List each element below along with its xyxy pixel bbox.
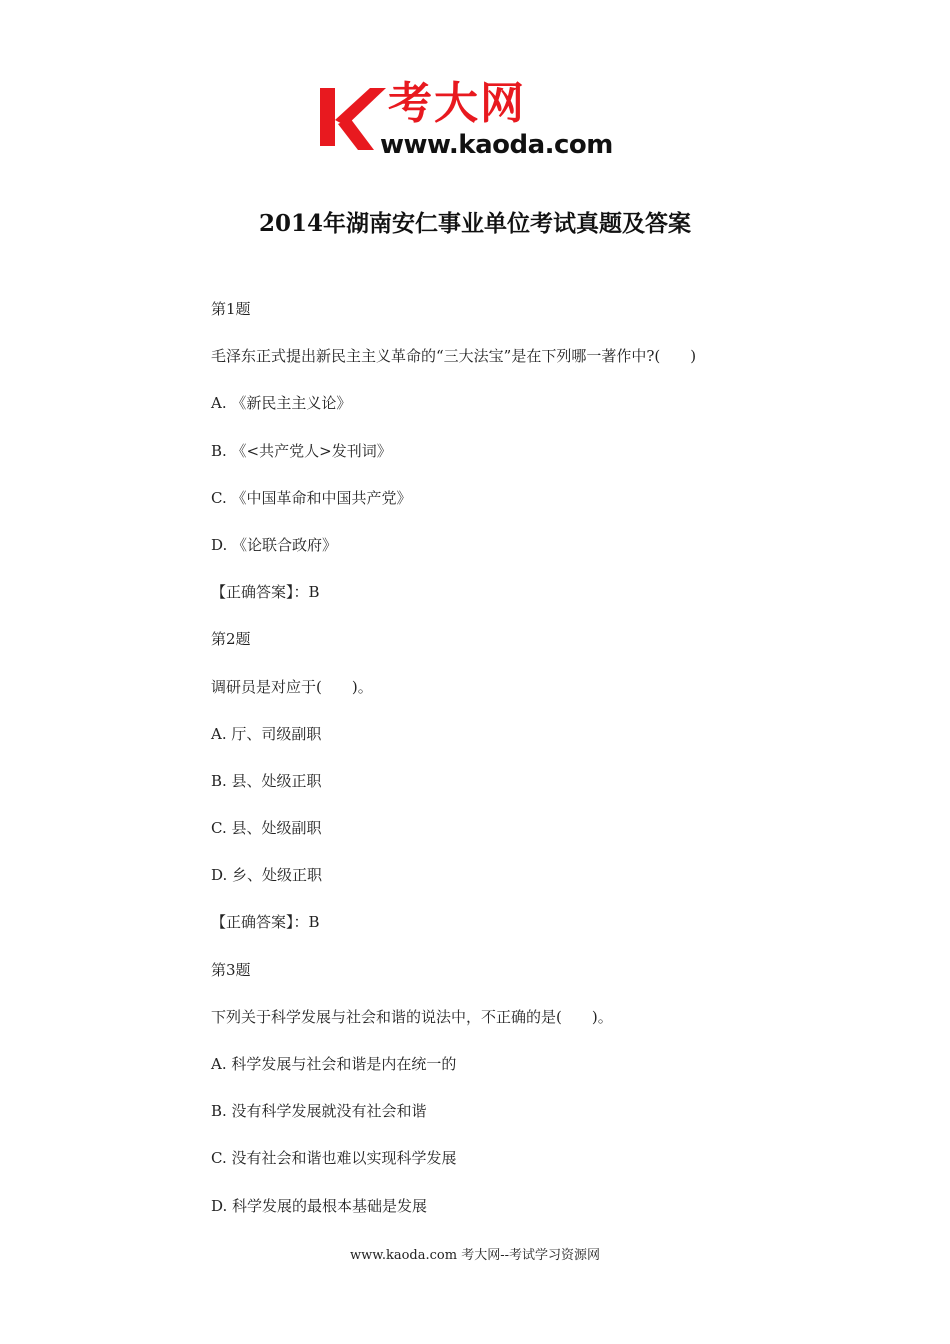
logo-url-text: www.kaoda.com: [380, 130, 613, 160]
q2-option-b: B. 县、处级正职: [211, 771, 322, 790]
q1-heading: 第1题: [211, 300, 251, 318]
q2-heading: 第2题: [211, 630, 251, 649]
q3-option-c: C. 没有社会和谐也难以实现科学发展: [211, 1149, 457, 1168]
q2-option-a: A. 厅、司级副职: [211, 724, 322, 743]
q2-option-d: D. 乡、处级正职: [211, 866, 323, 885]
q3-heading: 第3题: [211, 960, 251, 979]
q1-option-b: B. 《<共产党人>发刊词》: [211, 441, 392, 460]
q1-option-c: C. 《中国革命和中国共产党》: [211, 488, 412, 507]
q3-stem: 下列关于科学发展与社会和谐的说法中，不正确的是( )。: [211, 1007, 613, 1026]
q1-option-d: D. 《论联合政府》: [211, 535, 338, 554]
q2-stem: 调研员是对应于( )。: [211, 677, 373, 696]
kaoda-logo: [318, 78, 638, 160]
logo-chinese-text: 考大网: [388, 78, 526, 129]
q3-option-b: B. 没有科学发展就没有社会和谐: [211, 1102, 427, 1121]
page-title: 2014年湖南安仁事业单位考试真题及答案: [258, 210, 691, 237]
q3-option-d: D. 科学发展的最根本基础是发展: [211, 1196, 428, 1215]
q1-stem: 毛泽东正式提出新民主主义革命的“三大法宝”是在下列哪一著作中?( ): [211, 347, 697, 366]
q2-option-c: C. 县、处级副职: [211, 819, 322, 838]
q1-option-a: A. 《新民主主义论》: [211, 394, 352, 413]
q3-option-a: A. 科学发展与社会和谐是内在统一的: [211, 1055, 457, 1073]
q1-answer: 【正确答案】：B: [211, 583, 320, 602]
page-footer: www.kaoda.com 考大网--考试学习资源网: [350, 1248, 600, 1263]
question-list: [211, 297, 831, 1241]
q2-answer: 【正确答案】：B: [211, 913, 320, 932]
